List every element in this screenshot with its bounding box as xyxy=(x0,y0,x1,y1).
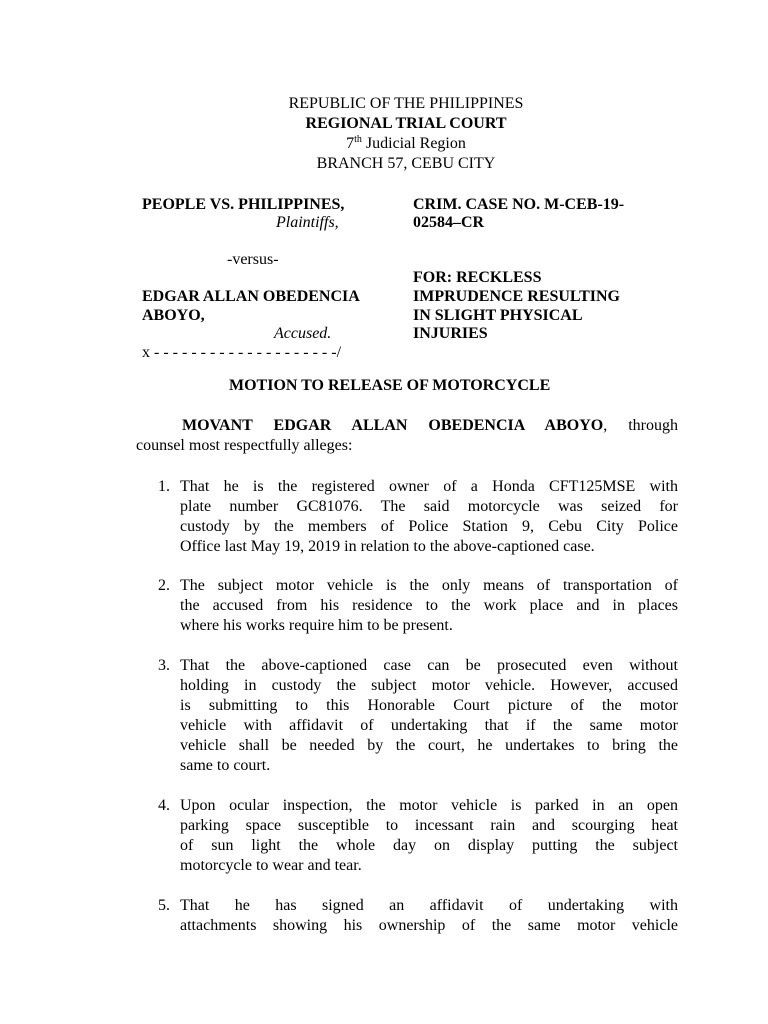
allegation-line: Office last May 19, 2019 in relation to the above-captioned case. xyxy=(180,538,595,555)
case-nature-line4: INJURIES xyxy=(413,325,488,342)
caption-separator: x - - - - - - - - - - - - - - - - - - - -/ xyxy=(142,344,342,361)
case-nature-line1: FOR: RECKLESS xyxy=(413,269,542,286)
header-branch: BRANCH 57, CEBU CITY xyxy=(316,155,496,172)
allegation-line: custody by the members of Police Station 9, Cebu City Police xyxy=(180,518,678,535)
caption-accused-role: Accused. xyxy=(274,325,332,342)
allegation-line: That he is the registered owner of a Honda CFT125MSE with xyxy=(180,478,678,495)
allegation-line: the accused from his residence to the work place and in places xyxy=(180,597,678,614)
allegation-line: where his works require him to be present. xyxy=(180,617,453,634)
allegation-line: vehicle with affidavit of undertaking that if the same motor xyxy=(180,717,678,734)
allegation-line: holding in custody the subject motor vehicle. However, accused xyxy=(180,677,678,694)
document-title: MOTION TO RELEASE OF MOTORCYCLE xyxy=(229,377,551,394)
header-court: REGIONAL TRIAL COURT xyxy=(305,115,507,132)
allegation-number: 3. xyxy=(158,657,170,674)
allegation-line: The subject motor vehicle is the only means of transportation of xyxy=(180,577,678,594)
allegation-number: 5. xyxy=(158,897,170,914)
case-number-line1: CRIM. CASE NO. M-CEB-19- xyxy=(413,196,625,213)
caption-accused-name-line2: ABOYO, xyxy=(142,307,205,324)
movant-name: MOVANT EDGAR ALLAN OBEDENCIA ABOYO xyxy=(182,417,604,434)
allegation-line: attachments showing his ownership of the same motor vehicle xyxy=(180,917,678,934)
caption-versus: -versus- xyxy=(227,251,279,268)
case-number-line2: 02584–CR xyxy=(413,214,485,231)
allegation-number: 1. xyxy=(158,478,170,495)
caption-plaintiff-role: Plaintiffs, xyxy=(276,214,339,231)
allegation-number: 4. xyxy=(158,797,170,814)
header-region xyxy=(0,134,768,154)
allegation-line: same to court. xyxy=(180,757,271,774)
allegation-line: That he has signed an affidavit of undertaking with xyxy=(180,897,678,914)
intro-text-1: , through xyxy=(603,417,679,434)
intro-text-2: counsel most respectfully alleges: xyxy=(136,437,353,454)
case-nature-line2: IMPRUDENCE RESULTING xyxy=(413,288,620,305)
case-nature-line3: IN SLIGHT PHYSICAL xyxy=(413,307,583,324)
intro-paragraph xyxy=(136,416,678,456)
allegation-line: motorcycle to wear and tear. xyxy=(180,857,362,874)
allegation-line: vehicle shall be needed by the court, he undertakes to bring the xyxy=(180,737,678,754)
allegation-line: parking space susceptible to incessant rain and scourging heat xyxy=(180,817,678,834)
allegation-line: is submitting to this Honorable Court picture of the motor xyxy=(180,697,678,714)
caption-accused-name-line1: EDGAR ALLAN OBEDENCIA xyxy=(142,288,360,305)
allegation-line: Upon ocular inspection, the motor vehicle is parked in an open xyxy=(180,797,678,814)
header-republic: REPUBLIC OF THE PHILIPPINES xyxy=(288,95,524,112)
allegation-number: 2. xyxy=(158,577,170,594)
caption-plaintiff: PEOPLE VS. PHILIPPINES, xyxy=(142,196,345,213)
allegation-line: of sun light the whole day on display putting the subject xyxy=(180,837,678,854)
header-region-number: 7 xyxy=(346,135,355,152)
allegation-line: That the above-captioned case can be prosecuted even without xyxy=(180,657,678,674)
header-region-suffix: th xyxy=(354,134,362,145)
header-region-label: Judicial Region xyxy=(361,135,466,152)
allegation-line: plate number GC81076. The said motorcycle was seized for xyxy=(180,498,678,515)
